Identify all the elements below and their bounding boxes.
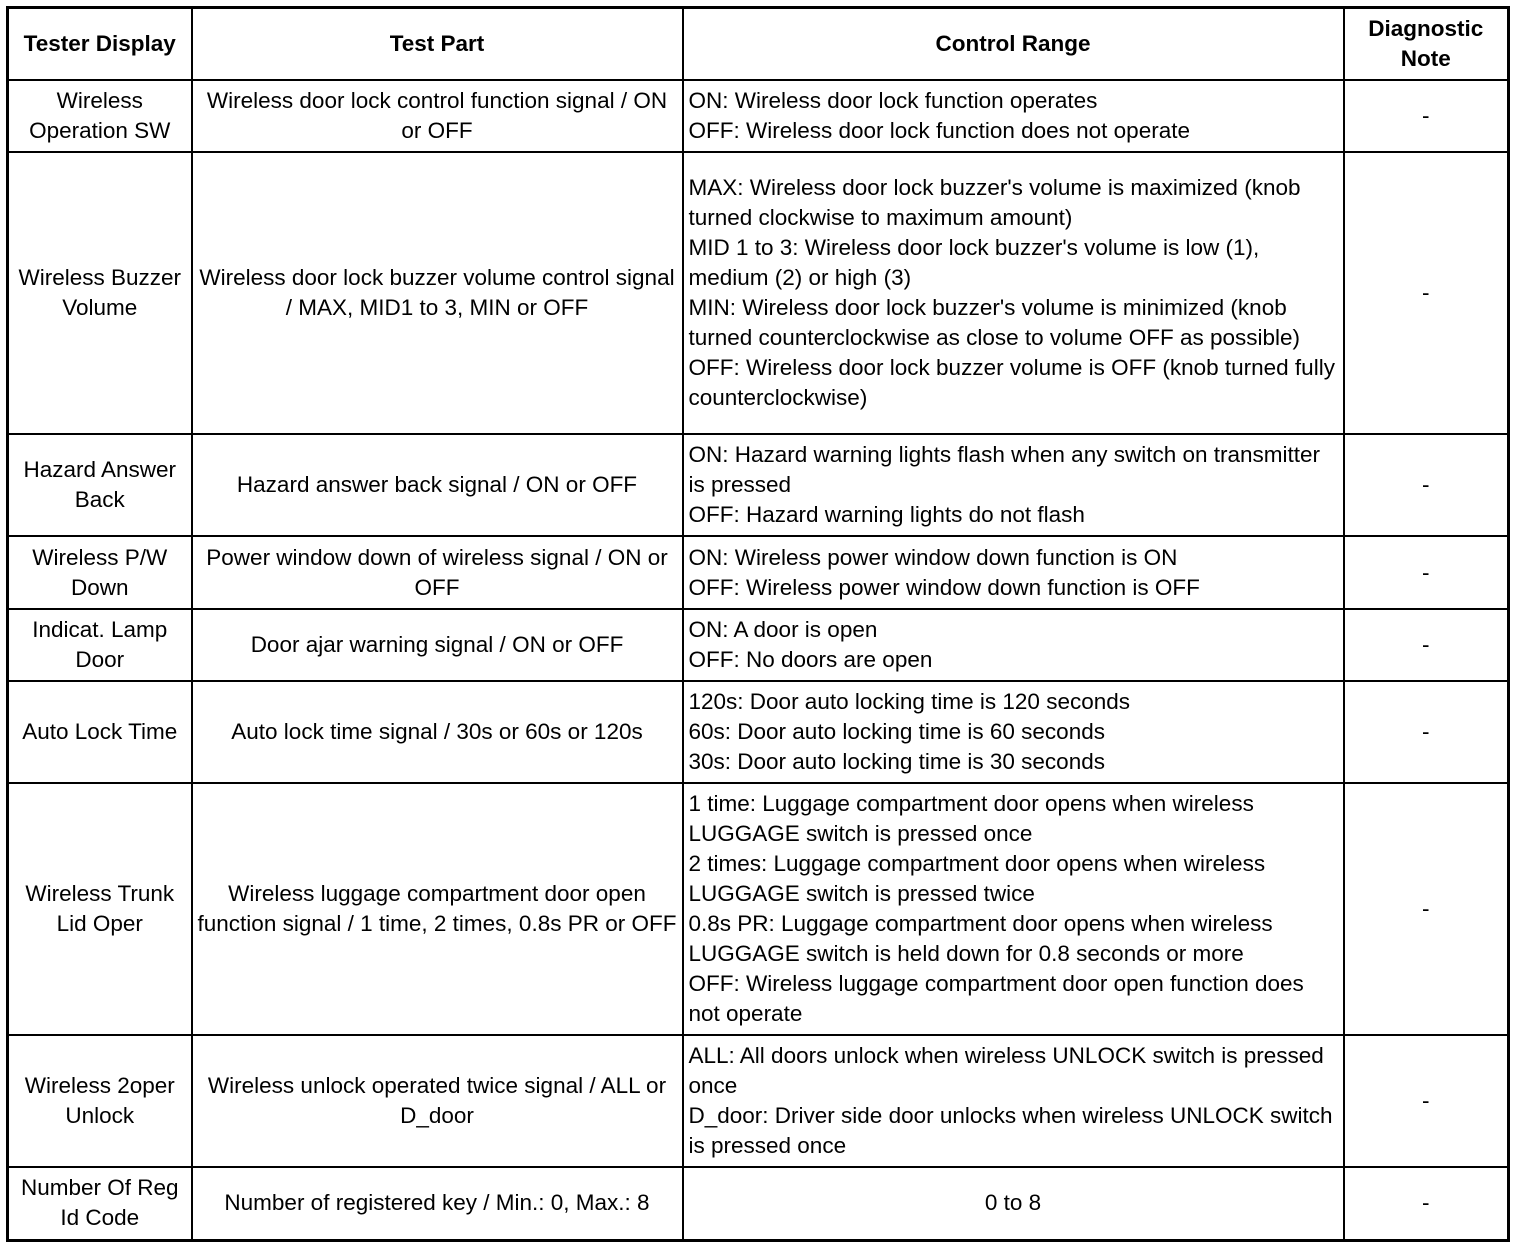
tester-display-cell: Auto Lock Time <box>8 681 192 783</box>
tester-display-cell: Wireless P/W Down <box>8 536 192 609</box>
control-range-line: 60s: Door auto locking time is 60 seconds <box>688 719 1105 744</box>
control-range-line: OFF: Wireless door lock buzzer volume is OFF (knob turned fully counterclockwise) <box>688 355 1335 410</box>
diagnostic-note-cell: - <box>1344 1035 1509 1167</box>
header-test-part: Test Part <box>192 8 683 81</box>
control-range-line: OFF: Hazard warning lights do not flash <box>688 502 1085 527</box>
control-range-cell <box>683 152 1344 434</box>
table-row <box>8 80 1509 152</box>
table-row <box>8 1035 1509 1167</box>
tester-display-cell: Wireless Operation SW <box>8 80 192 152</box>
tester-display-cell: Wireless 2oper Unlock <box>8 1035 192 1167</box>
control-range-cell <box>683 434 1344 536</box>
control-range-line: ON: Hazard warning lights flash when any switch on transmitter is pressed <box>688 442 1321 497</box>
control-range-line: MIN: Wireless door lock buzzer's volume is minimized (knob turned counterclockwise as close to volume OFF as possible) <box>688 295 1301 350</box>
control-range-line: 0.8s PR: Luggage compartment door opens when wireless LUGGAGE switch is held down for 0.8 seconds or more <box>688 911 1273 966</box>
table-row <box>8 152 1509 434</box>
control-range-line: OFF: Wireless door lock function does not operate <box>688 118 1190 143</box>
test-part-cell: Wireless unlock operated twice signal / ALL or D_door <box>192 1035 683 1167</box>
control-range-line: OFF: Wireless luggage compartment door open function does not operate <box>688 971 1304 1026</box>
control-range-line: MID 1 to 3: Wireless door lock buzzer's volume is low (1), medium (2) or high (3) <box>688 235 1260 290</box>
header-diagnostic-note: Diagnostic Note <box>1344 8 1509 81</box>
diagnostic-note-cell: - <box>1344 609 1509 681</box>
diagnostic-note-cell: - <box>1344 1167 1509 1240</box>
table-row <box>8 434 1509 536</box>
table-row <box>8 609 1509 681</box>
tester-display-cell: Indicat. Lamp Door <box>8 609 192 681</box>
test-part-cell: Wireless door lock buzzer volume control signal / MAX, MID1 to 3, MIN or OFF <box>192 152 683 434</box>
control-range-line: ON: Wireless door lock function operates <box>688 88 1098 113</box>
table-row <box>8 1167 1509 1240</box>
control-range-line: 2 times: Luggage compartment door opens when wireless LUGGAGE switch is pressed twice <box>688 851 1266 906</box>
tester-display-cell: Number Of Reg Id Code <box>8 1167 192 1240</box>
test-part-cell: Auto lock time signal / 30s or 60s or 120s <box>192 681 683 783</box>
control-range-line: ON: Wireless power window down function is ON <box>688 544 1178 570</box>
diagnostic-table <box>6 6 1510 1242</box>
table-row <box>8 536 1509 609</box>
diagnostic-note-cell: - <box>1344 783 1509 1035</box>
diagnostic-note-cell: - <box>1344 536 1509 609</box>
control-range-line: 1 time: Luggage compartment door opens when wireless LUGGAGE switch is pressed once <box>688 791 1254 846</box>
control-range-cell <box>683 681 1344 783</box>
control-range-line: MAX: Wireless door lock buzzer's volume is maximized (knob turned clockwise to maximum amount) <box>688 175 1301 230</box>
control-range-cell <box>683 609 1344 681</box>
test-part-cell: Hazard answer back signal / ON or OFF <box>192 434 683 536</box>
test-part-cell: Door ajar warning signal / ON or OFF <box>192 609 683 681</box>
control-range-line: OFF: Wireless power window down function is OFF <box>688 574 1200 600</box>
test-part-cell: Wireless luggage compartment door open function signal / 1 time, 2 times, 0.8s PR or OFF <box>192 783 683 1035</box>
diagnostic-note-cell: - <box>1344 152 1509 434</box>
table-header-row <box>8 8 1509 81</box>
tester-display-cell: Hazard Answer Back <box>8 434 192 536</box>
header-control-range: Control Range <box>683 8 1344 81</box>
control-range-line: ON: A door is open <box>688 617 878 642</box>
control-range-line: 30s: Door auto locking time is 30 seconds <box>688 749 1105 774</box>
header-tester-display: Tester Display <box>8 8 192 81</box>
control-range-line: OFF: No doors are open <box>688 647 933 672</box>
control-range-cell <box>683 1167 1344 1240</box>
control-range-line: D_door: Driver side door unlocks when wireless UNLOCK switch is pressed once <box>688 1103 1333 1158</box>
table-row <box>8 681 1509 783</box>
control-range-line: 0 to 8 <box>984 1190 1042 1216</box>
control-range-line: ALL: All doors unlock when wireless UNLOCK switch is pressed once <box>688 1043 1324 1098</box>
test-part-cell: Power window down of wireless signal / ON or OFF <box>192 536 683 609</box>
diagnostic-note-cell: - <box>1344 681 1509 783</box>
table-row <box>8 783 1509 1035</box>
control-range-cell <box>683 1035 1344 1167</box>
control-range-cell <box>683 783 1344 1035</box>
diagnostic-note-cell: - <box>1344 80 1509 152</box>
tester-display-cell: Wireless Trunk Lid Oper <box>8 783 192 1035</box>
test-part-cell: Wireless door lock control function signal / ON or OFF <box>192 80 683 152</box>
test-part-cell: Number of registered key / Min.: 0, Max.: 8 <box>192 1167 683 1240</box>
diagnostic-note-cell: - <box>1344 434 1509 536</box>
control-range-cell <box>683 536 1344 609</box>
control-range-line: 120s: Door auto locking time is 120 seconds <box>688 689 1130 714</box>
control-range-cell <box>683 80 1344 152</box>
tester-display-cell: Wireless Buzzer Volume <box>8 152 192 434</box>
